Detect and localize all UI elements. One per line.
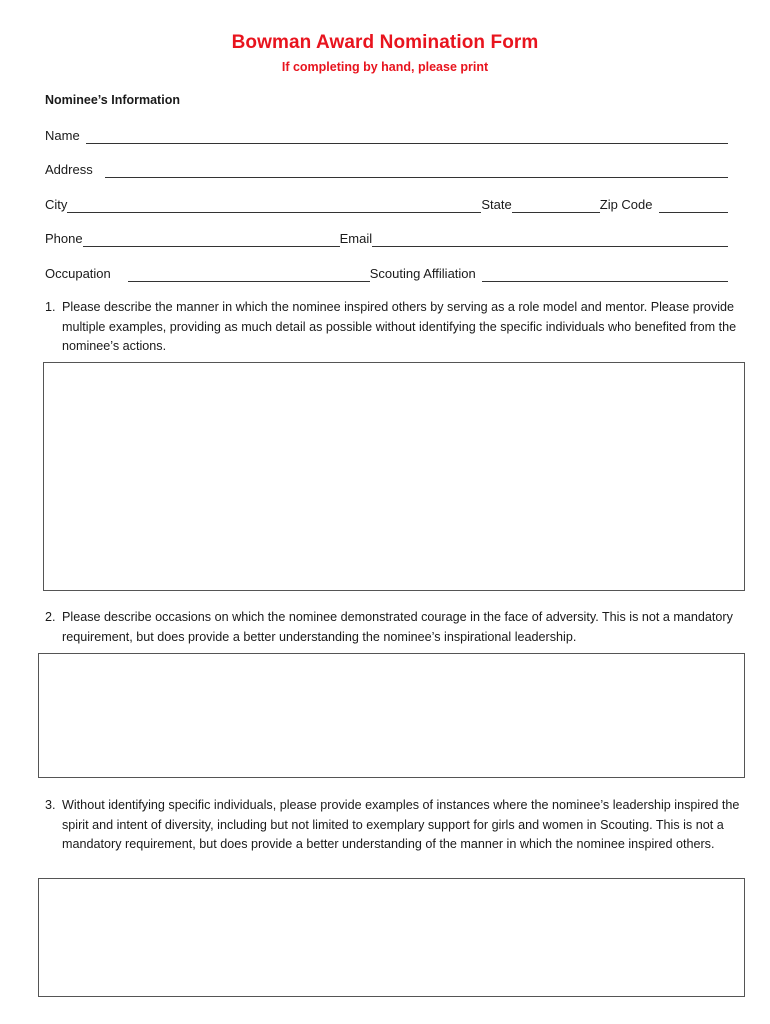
phone-field[interactable] [83, 231, 340, 247]
address-row [45, 160, 728, 178]
question-1 [45, 298, 745, 357]
phone-email-row [45, 229, 728, 247]
occupation-label: Occupation [45, 266, 111, 281]
form-subtitle: If completing by hand, please print [281, 60, 489, 74]
occupation-field[interactable] [128, 266, 370, 282]
question-1-answer-box[interactable] [43, 362, 745, 591]
state-field[interactable] [512, 197, 600, 213]
name-label: Name [45, 128, 80, 143]
question-3-number: 3. [45, 798, 56, 812]
question-2-text: Please describe occasions on which the nominee demonstrated courage in the face of adversity. This is not a mandatory requirement, but does provide a better understanding the nominee’s inspirational leadership. [62, 610, 733, 644]
question-1-number: 1. [45, 300, 56, 314]
zip-code-label: Zip Code [599, 197, 653, 212]
question-2 [45, 608, 745, 647]
email-label: Email [339, 231, 373, 246]
city-state-zip-row [45, 195, 728, 213]
address-label: Address [45, 162, 93, 177]
question-3-answer-box[interactable] [38, 878, 745, 997]
address-field[interactable] [105, 162, 728, 178]
state-label: State [481, 197, 512, 212]
phone-label: Phone [45, 231, 83, 246]
city-label: City [45, 197, 68, 212]
city-field[interactable] [67, 197, 481, 213]
zip-code-field[interactable] [659, 197, 729, 213]
name-row [45, 126, 728, 144]
scouting-affiliation-label: Scouting Affiliation [369, 266, 476, 281]
email-field[interactable] [372, 231, 728, 247]
occupation-scouting-row [45, 264, 728, 282]
question-3 [45, 796, 745, 855]
name-field[interactable] [86, 128, 728, 144]
question-2-number: 2. [45, 610, 56, 624]
form-title: Bowman Award Nomination Form [231, 32, 539, 53]
question-1-text: Please describe the manner in which the nominee inspired others by serving as a role model and mentor. Please provide multiple examples, providing as much detail as possible without identifying the specific individuals who benefited from the nominee’s actions. [62, 300, 737, 353]
question-2-answer-box[interactable] [38, 653, 745, 778]
question-3-text: Without identifying specific individuals, please provide examples of instances where the nominee’s leadership inspired the spirit and intent of diversity, including but not limited to exemplary support for girls and women in Scouting. This is not a mandatory requirement, but does provide a better understanding of the manner in which the nominee inspired others. [62, 798, 740, 851]
nominee-section-title: Nominee’s Information [45, 93, 180, 107]
scouting-affiliation-field[interactable] [482, 266, 728, 282]
